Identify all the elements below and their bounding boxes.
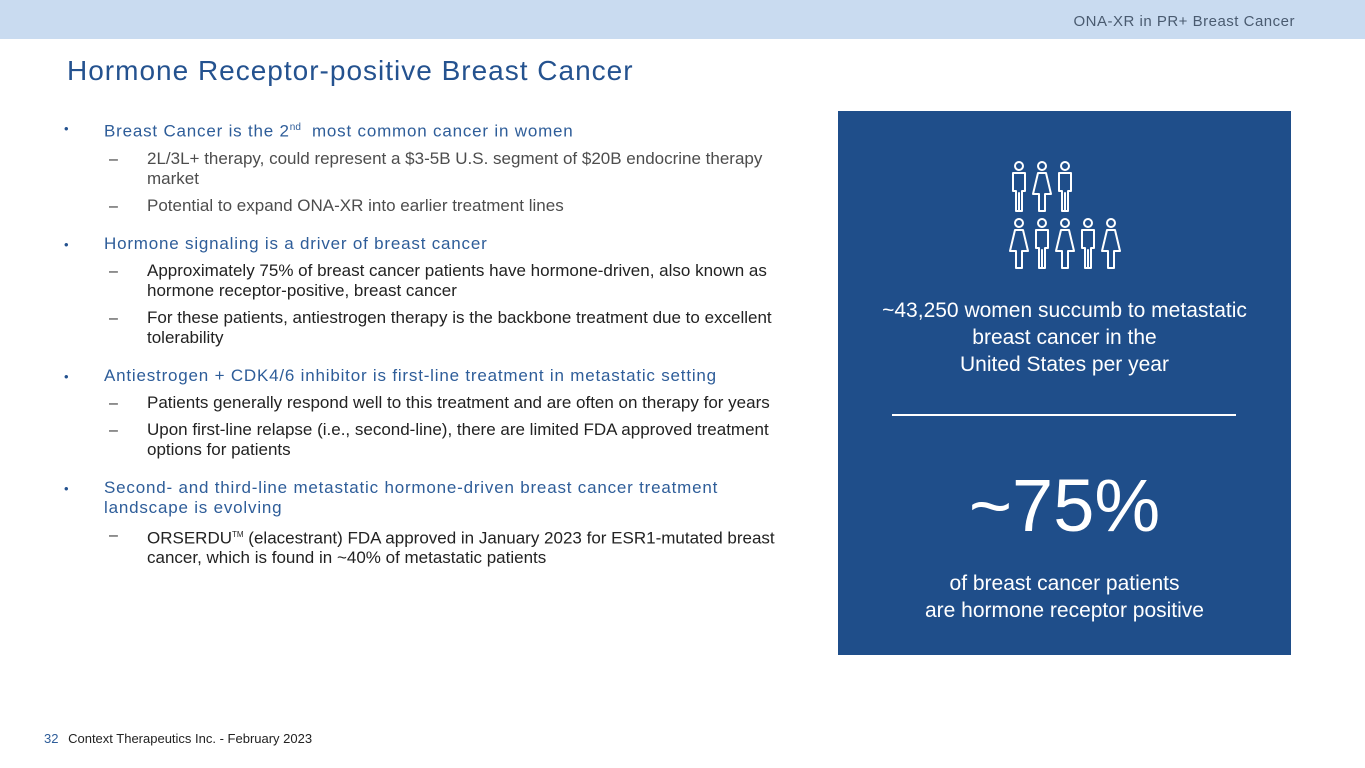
bullet-section xyxy=(62,478,792,569)
bullet-dot-icon: • xyxy=(64,121,69,136)
dash-icon: – xyxy=(109,394,118,412)
mortality-line: United States per year xyxy=(960,353,1169,376)
sub-item xyxy=(62,308,792,348)
bullet-text: Second- and third-line metastatic hormone-driven breast cancer treatment landscape is evolving xyxy=(104,477,719,517)
page-number: 32 xyxy=(44,731,59,746)
sub-text: Potential to expand ONA-XR into earlier treatment lines xyxy=(147,195,564,215)
bullet-section xyxy=(62,366,792,460)
bullet-item xyxy=(62,234,792,254)
sub-item xyxy=(62,420,792,460)
footer-text: Context Therapeutics Inc. - February 2023 xyxy=(68,731,313,746)
bullet-dot-icon: • xyxy=(64,368,69,384)
bullet-text-part: Breast Cancer is the 2 xyxy=(104,121,290,141)
footer xyxy=(44,731,312,746)
dash-icon: – xyxy=(109,309,118,327)
bullet-section xyxy=(62,234,792,348)
top-banner xyxy=(0,0,1365,39)
page-title: Hormone Receptor-positive Breast Cancer xyxy=(67,55,634,86)
mortality-line: breast cancer in the xyxy=(972,326,1157,349)
big-percentage: ~75% xyxy=(968,464,1161,547)
dash-icon: – xyxy=(109,262,118,280)
caption-line: are hormone receptor positive xyxy=(925,599,1204,622)
sub-item xyxy=(62,261,792,301)
bullet-text-part: most common cancer in women xyxy=(300,121,574,141)
caption-line: of breast cancer patients xyxy=(949,572,1180,595)
sub-text: For these patients, antiestrogen therapy is the backbone treatment due to excellent tolerability xyxy=(147,307,772,347)
sub-text: Approximately 75% of breast cancer patients have hormone-driven, also known as hormone receptor-positive, breast cancer xyxy=(147,260,767,300)
sub-text: 2L/3L+ therapy, could represent a $3-5B U.S. segment of $20B endocrine therapy market xyxy=(147,148,763,188)
sub-text: Patients generally respond well to this treatment and are often on therapy for years xyxy=(147,392,770,412)
sub-item xyxy=(62,196,792,216)
bullet-item xyxy=(62,478,792,518)
sub-item xyxy=(62,393,792,413)
bullet-dot-icon: • xyxy=(64,236,69,252)
dash-icon: – xyxy=(109,150,118,168)
dash-icon: – xyxy=(109,197,118,215)
dash-icon: – xyxy=(109,526,118,544)
sub-text-part: ORSERDU xyxy=(147,528,233,548)
bullet-text: Hormone signaling is a driver of breast cancer xyxy=(104,233,488,253)
people-group-icon xyxy=(1008,161,1122,273)
sub-text-part: (elacestrant) FDA approved in January 2023 for ESR1-mutated breast cancer, which is found in ~40% of metastatic patients xyxy=(147,528,775,568)
bullet-text: Antiestrogen + CDK4/6 inhibitor is first-line treatment in metastatic setting xyxy=(104,365,717,385)
divider xyxy=(892,414,1236,416)
bullet-item xyxy=(62,118,792,142)
bullet-item xyxy=(62,366,792,386)
percentage-caption xyxy=(838,570,1291,624)
bullet-list xyxy=(62,118,792,586)
bullet-text xyxy=(104,118,574,142)
sub-item xyxy=(62,525,792,569)
section-title: ONA-XR in PR+ Breast Cancer xyxy=(1073,13,1295,30)
sub-item xyxy=(62,149,792,189)
bullet-dot-icon: • xyxy=(64,480,69,496)
mortality-statistic xyxy=(838,297,1291,378)
bullet-section xyxy=(62,118,792,216)
statistic-panel xyxy=(838,111,1291,655)
sub-text xyxy=(147,525,787,569)
dash-icon: – xyxy=(109,421,118,439)
trademark-superscript: TM xyxy=(232,529,244,539)
mortality-line: ~43,250 women succumb to metastatic xyxy=(882,299,1247,322)
ordinal-superscript: nd xyxy=(289,122,301,133)
sub-text: Upon first-line relapse (i.e., second-line), there are limited FDA approved treatment options for patients xyxy=(147,419,769,459)
